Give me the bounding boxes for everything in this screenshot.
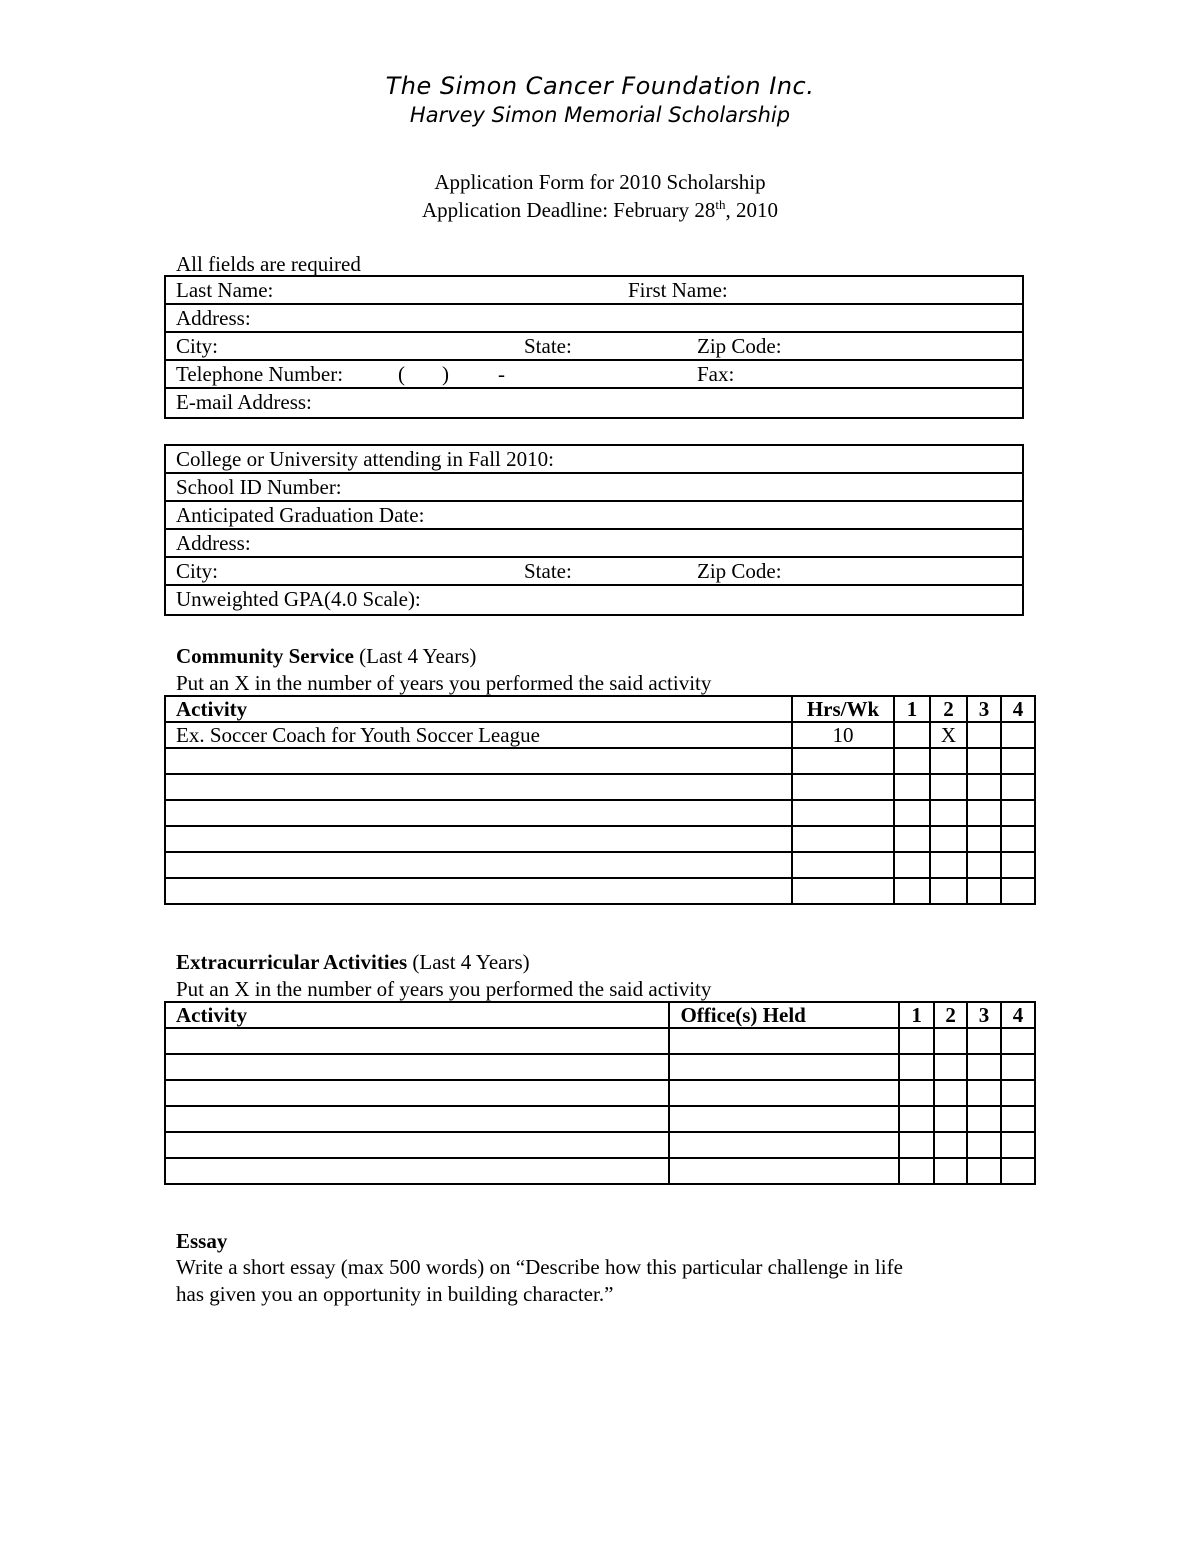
year-4-cell[interactable] <box>1001 1132 1035 1158</box>
year-1-cell[interactable] <box>894 852 930 878</box>
school-state-field[interactable]: State: <box>524 559 572 583</box>
example-year-4 <box>1001 722 1035 748</box>
year-4-cell[interactable] <box>1001 800 1035 826</box>
community-service-heading <box>176 644 476 669</box>
example-row <box>165 722 1035 748</box>
fax-field[interactable]: Fax: <box>697 362 735 386</box>
year-3-cell[interactable] <box>967 1158 1001 1184</box>
year-2-cell[interactable] <box>934 1132 967 1158</box>
required-note: All fields are required <box>176 252 361 276</box>
year-1-cell[interactable] <box>899 1028 934 1054</box>
year-1-cell[interactable] <box>894 774 930 800</box>
col-hrs-wk: Hrs/Wk <box>792 696 894 722</box>
community-heading-bold: Community Service <box>176 644 354 668</box>
activity-cell[interactable] <box>165 1080 669 1106</box>
activity-cell[interactable] <box>165 1158 669 1184</box>
activity-cell[interactable] <box>165 1028 669 1054</box>
community-instruction: Put an X in the number of years you performed the said activity <box>176 671 712 695</box>
year-4-cell[interactable] <box>1001 1106 1035 1132</box>
school-city-field[interactable]: City: <box>176 559 219 583</box>
form-title: Application Form for 2010 Scholarship <box>434 170 766 194</box>
year-3-cell[interactable] <box>967 878 1001 904</box>
activity-cell[interactable] <box>165 1106 669 1132</box>
city-field[interactable]: City: <box>176 334 219 358</box>
table-row[interactable] <box>165 774 1035 800</box>
col-year-1: 1 <box>899 1002 934 1028</box>
essay-instruction-line-1: Write a short essay (max 500 words) on “Describe how this particular challenge in life <box>176 1255 903 1279</box>
year-1-cell[interactable] <box>899 1080 934 1106</box>
example-year-2: X <box>930 722 967 748</box>
school-id-row <box>166 474 1022 502</box>
year-2-cell[interactable] <box>934 1054 967 1080</box>
deadline-prefix: Application Deadline: February 28 <box>422 198 716 222</box>
office-cell[interactable] <box>669 1132 899 1158</box>
year-4-cell[interactable] <box>1001 878 1035 904</box>
example-year-1 <box>894 722 930 748</box>
year-4-cell[interactable] <box>1001 1028 1035 1054</box>
city-row <box>166 333 1022 361</box>
essay-instruction-line-2: has given you an opportunity in building character.” <box>176 1282 614 1306</box>
school-id-field[interactable]: School ID Number: <box>176 475 342 499</box>
year-3-cell[interactable] <box>967 800 1001 826</box>
zip-field[interactable]: Zip Code: <box>697 334 782 358</box>
state-field[interactable]: State: <box>524 334 572 358</box>
personal-info-box <box>164 275 1024 419</box>
year-3-cell[interactable] <box>967 774 1001 800</box>
office-cell[interactable] <box>669 1028 899 1054</box>
year-1-cell[interactable] <box>899 1132 934 1158</box>
year-2-cell[interactable] <box>934 1106 967 1132</box>
school-zip-field[interactable]: Zip Code: <box>697 559 782 583</box>
graduation-row <box>166 502 1022 530</box>
year-3-cell[interactable] <box>967 852 1001 878</box>
table-row[interactable] <box>165 852 1035 878</box>
year-2-cell[interactable] <box>934 1028 967 1054</box>
extracurricular-heading-bold: Extracurricular Activities <box>176 950 408 974</box>
example-activity: Ex. Soccer Coach for Youth Soccer League <box>165 722 792 748</box>
year-1-cell[interactable] <box>899 1158 934 1184</box>
school-city-row <box>166 558 1022 586</box>
gpa-field[interactable]: Unweighted GPA(4.0 Scale): <box>176 587 421 611</box>
year-4-cell[interactable] <box>1001 748 1035 774</box>
year-4-cell[interactable] <box>1001 1080 1035 1106</box>
example-year-3 <box>967 722 1001 748</box>
col-year-4: 4 <box>1001 696 1035 722</box>
essay-heading: Essay <box>176 1229 228 1253</box>
col-year-1: 1 <box>894 696 930 722</box>
hrs-cell[interactable] <box>792 748 894 774</box>
name-row <box>166 277 1022 305</box>
hrs-cell[interactable] <box>792 774 894 800</box>
table-row[interactable] <box>165 1158 1035 1184</box>
activity-cell[interactable] <box>165 852 792 878</box>
year-3-cell[interactable] <box>967 1054 1001 1080</box>
table-row[interactable] <box>165 1028 1035 1054</box>
hrs-cell[interactable] <box>792 852 894 878</box>
table-row[interactable] <box>165 748 1035 774</box>
year-3-cell[interactable] <box>967 1080 1001 1106</box>
office-cell[interactable] <box>669 1080 899 1106</box>
extracurricular-heading <box>176 950 530 975</box>
activity-cell[interactable] <box>165 878 792 904</box>
activity-cell[interactable] <box>165 774 792 800</box>
col-activity: Activity <box>165 1002 669 1028</box>
year-4-cell[interactable] <box>1001 852 1035 878</box>
col-year-2: 2 <box>934 1002 967 1028</box>
first-name-field[interactable]: First Name: <box>628 278 728 302</box>
year-1-cell[interactable] <box>894 826 930 852</box>
year-4-cell[interactable] <box>1001 826 1035 852</box>
office-cell[interactable] <box>669 1054 899 1080</box>
year-1-cell[interactable] <box>899 1106 934 1132</box>
area-code-open: ( <box>398 362 405 386</box>
gpa-row <box>166 586 1022 614</box>
year-3-cell[interactable] <box>967 1106 1001 1132</box>
year-1-cell[interactable] <box>894 878 930 904</box>
col-year-2: 2 <box>930 696 967 722</box>
table-row[interactable] <box>165 1054 1035 1080</box>
deadline-suffix: , 2010 <box>725 198 778 222</box>
col-year-4: 4 <box>1001 1002 1035 1028</box>
school-address-row <box>166 530 1022 558</box>
phone-dash: - <box>498 362 505 386</box>
activity-cell[interactable] <box>165 1054 669 1080</box>
extracurricular-instruction: Put an X in the number of years you performed the said activity <box>176 977 712 1001</box>
year-1-cell[interactable] <box>894 800 930 826</box>
graduation-date-field[interactable]: Anticipated Graduation Date: <box>176 503 425 527</box>
year-1-cell[interactable] <box>894 748 930 774</box>
foundation-title: The Simon Cancer Foundation Inc. <box>385 72 815 100</box>
activity-cell[interactable] <box>165 748 792 774</box>
year-2-cell[interactable] <box>934 1080 967 1106</box>
phone-row <box>166 361 1022 389</box>
example-hrs: 10 <box>792 722 894 748</box>
extracurricular-heading-suffix: (Last 4 Years) <box>407 950 530 974</box>
school-info-box <box>164 444 1024 616</box>
activity-cell[interactable] <box>165 826 792 852</box>
table-row[interactable] <box>165 1106 1035 1132</box>
community-heading-suffix: (Last 4 Years) <box>353 644 477 668</box>
last-name-field[interactable]: Last Name: <box>176 278 274 302</box>
extracurricular-table <box>164 1001 1036 1185</box>
activity-cell[interactable] <box>165 1132 669 1158</box>
hrs-cell[interactable] <box>792 800 894 826</box>
year-2-cell[interactable] <box>930 774 967 800</box>
school-address-field[interactable]: Address: <box>176 531 251 555</box>
year-4-cell[interactable] <box>1001 774 1035 800</box>
telephone-field[interactable]: Telephone Number: <box>176 362 344 386</box>
area-code-close: ) <box>442 362 449 386</box>
activity-cell[interactable] <box>165 800 792 826</box>
year-3-cell[interactable] <box>967 1132 1001 1158</box>
hrs-cell[interactable] <box>792 826 894 852</box>
col-year-3: 3 <box>967 1002 1001 1028</box>
col-year-3: 3 <box>967 696 1001 722</box>
application-deadline <box>0 197 1200 223</box>
year-2-cell[interactable] <box>930 878 967 904</box>
office-cell[interactable] <box>669 1158 899 1184</box>
col-activity: Activity <box>165 696 792 722</box>
deadline-ordinal: th <box>715 197 726 212</box>
year-3-cell[interactable] <box>967 826 1001 852</box>
year-2-cell[interactable] <box>930 826 967 852</box>
year-2-cell[interactable] <box>930 852 967 878</box>
address-row <box>166 305 1022 333</box>
table-header-row <box>165 696 1035 722</box>
year-4-cell[interactable] <box>1001 1158 1035 1184</box>
table-row[interactable] <box>165 800 1035 826</box>
col-office-held: Office(s) Held <box>669 1002 899 1028</box>
scholarship-subtitle: Harvey Simon Memorial Scholarship <box>409 103 791 127</box>
email-field[interactable]: E-mail Address: <box>176 390 312 414</box>
year-2-cell[interactable] <box>930 748 967 774</box>
hrs-cell[interactable] <box>792 878 894 904</box>
year-3-cell[interactable] <box>967 1028 1001 1054</box>
table-row[interactable] <box>165 1080 1035 1106</box>
year-1-cell[interactable] <box>899 1054 934 1080</box>
address-field[interactable]: Address: <box>176 306 251 330</box>
table-row[interactable] <box>165 826 1035 852</box>
college-field[interactable]: College or University attending in Fall 2010: <box>176 447 554 471</box>
table-row[interactable] <box>165 1132 1035 1158</box>
year-4-cell[interactable] <box>1001 1054 1035 1080</box>
community-service-table <box>164 695 1036 905</box>
year-2-cell[interactable] <box>930 800 967 826</box>
table-row[interactable] <box>165 878 1035 904</box>
office-cell[interactable] <box>669 1106 899 1132</box>
table-header-row <box>165 1002 1035 1028</box>
year-3-cell[interactable] <box>967 748 1001 774</box>
email-row <box>166 389 1022 417</box>
year-2-cell[interactable] <box>934 1158 967 1184</box>
college-row <box>166 446 1022 474</box>
